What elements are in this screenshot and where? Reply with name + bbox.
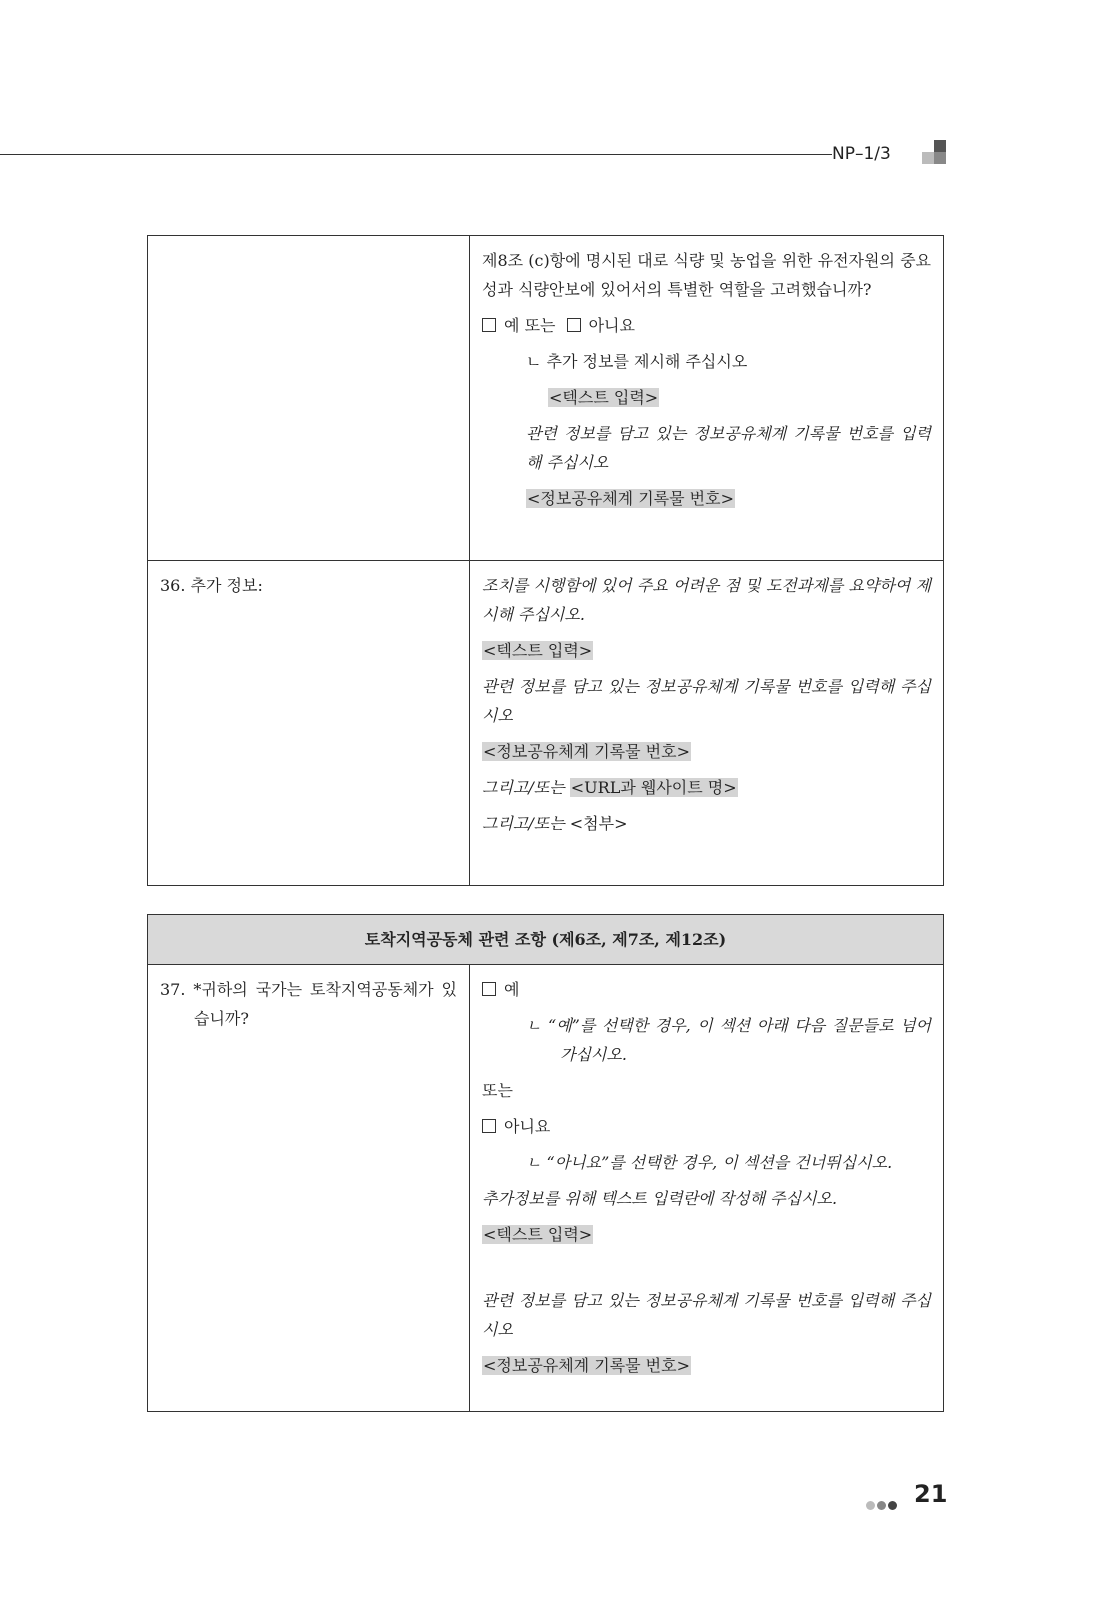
questionnaire-table-2 — [147, 914, 944, 1412]
questionnaire-table-1 — [147, 235, 944, 886]
no-option: 아니요 — [482, 1112, 931, 1141]
table-row — [148, 561, 944, 886]
section-header-row — [148, 915, 944, 965]
record-prompt: 관련 정보를 담고 있는 정보공유체계 기록물 번호를 입력해 주십시오 — [526, 424, 931, 472]
record-number-field[interactable]: <정보공유체계 기록물 번호> — [527, 489, 735, 508]
table-row — [148, 236, 944, 561]
footer-dots-decoration — [866, 1495, 899, 1514]
no-checkbox[interactable] — [482, 1119, 496, 1133]
right-cell — [470, 561, 944, 886]
url-website-field[interactable]: <URL과 웹사이트 명> — [570, 778, 737, 797]
yes-no-options: 예 또는 아니요 — [482, 311, 931, 340]
left-cell-label — [148, 965, 470, 1412]
attachment-field[interactable]: <첨부> — [569, 814, 628, 833]
record-prompt: 관련 정보를 담고 있는 정보공유체계 기록물 번호를 입력해 주십시오 — [482, 677, 931, 725]
no-branch-instruction: ㄴ “아니요”를 선택한 경우, 이 섹션을 건너뛰십시오. — [526, 1153, 893, 1172]
right-cell — [470, 965, 944, 1412]
section-title: 토착지역공동체 관련 조항 (제6조, 제7조, 제12조) — [148, 915, 944, 965]
andor-label: 그리고/또는 — [482, 778, 565, 797]
text-input-field[interactable]: <텍스트 입력> — [549, 388, 659, 407]
yes-checkbox[interactable] — [482, 318, 496, 332]
right-cell — [470, 236, 944, 561]
table-row — [148, 965, 944, 1412]
document-code: NP–1/3 — [832, 144, 891, 164]
andor-label: 그리고/또는 — [482, 814, 565, 833]
record-number-field[interactable]: <정보공유체계 기록물 번호> — [483, 1356, 691, 1375]
text-input-field[interactable]: <텍스트 입력> — [483, 1225, 593, 1244]
branch-instruction: ㄴ 추가 정보를 제시해 주십시오 — [526, 352, 748, 371]
or-label: 또는 — [482, 1081, 513, 1100]
extra-info-prompt: 추가정보를 위해 텍스트 입력란에 작성해 주십시오. — [482, 1189, 838, 1208]
record-prompt: 관련 정보를 담고 있는 정보공유체계 기록물 번호를 입력해 주십시오 — [482, 1291, 931, 1339]
yes-option: 예 — [482, 975, 931, 1004]
record-number-field[interactable]: <정보공유체계 기록물 번호> — [483, 742, 691, 761]
no-checkbox[interactable] — [567, 318, 581, 332]
question-label: 37. *귀하의 국가는 토착지역공동체가 있습니까? — [160, 980, 457, 1028]
left-cell-empty — [148, 236, 470, 561]
page-number: 21 — [914, 1480, 948, 1508]
header-square-logo — [922, 140, 946, 164]
challenges-prompt: 조치를 시행함에 있어 주요 어려운 점 및 도전과제를 요약하여 제시해 주십시오. — [482, 576, 931, 624]
text-input-field[interactable]: <텍스트 입력> — [483, 641, 593, 660]
left-cell-label: 36. 추가 정보: — [148, 561, 470, 886]
yes-checkbox[interactable] — [482, 982, 496, 996]
yes-branch-instruction: ㄴ “예”를 선택한 경우, 이 섹션 아래 다음 질문들로 넘어가십시오. — [526, 1016, 931, 1064]
header-rule — [0, 154, 832, 155]
question-text: 제8조 (c)항에 명시된 대로 식량 및 농업을 위한 유전자원의 중요성과 식량안보에 있어서의 특별한 역할을 고려했습니까? — [482, 251, 931, 299]
